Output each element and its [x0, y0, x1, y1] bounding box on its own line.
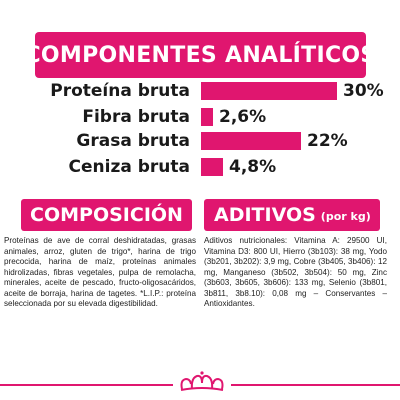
analytic-bar: [201, 158, 223, 176]
composition-title: COMPOSICIÓN: [30, 204, 183, 226]
analytic-label: Ceniza bruta: [68, 157, 190, 177]
footer-divider-right: [231, 384, 400, 386]
analytic-value: 4,8%: [229, 157, 277, 177]
analytics-banner: [24, 32, 377, 78]
analytic-row-fat: [0, 128, 400, 154]
analytic-bar: [201, 108, 213, 126]
analytics-title: COMPONENTES ANALÍTICOS: [24, 42, 377, 68]
analytic-row-ash: [0, 154, 400, 180]
analytic-label: Proteína bruta: [50, 81, 190, 101]
additives-title: ADITIVOS: [214, 204, 316, 226]
analytic-value: 2,6%: [219, 107, 267, 127]
analytic-row-protein: [0, 78, 400, 104]
footer-divider-left: [0, 384, 173, 386]
analytic-label: Grasa bruta: [76, 131, 190, 151]
composition-text: Proteínas de ave de corral deshidratadas, grasas animales, arroz, gluten de trigo*, harina de trigo precocida, harina de maíz, proteínas animales hidrolizadas, fibras vegetales, pulpa de remolacha, minerales, aceite de pescado, fructo-oligosacáridos, aceite de borraja, harina de tagetes. *L.I.P.: proteína seleccionada por su elevada digestibilidad.: [4, 236, 196, 308]
composition-banner: [21, 199, 192, 231]
additives-subtitle: (por kg): [320, 210, 371, 223]
analytic-value: 30%: [343, 81, 384, 101]
analytic-bar: [201, 132, 301, 150]
additives-banner: [204, 199, 380, 231]
crown-logo-icon: [174, 370, 230, 394]
additives-text: Aditivos nutricionales: Vitamina A: 29500 UI, Vitamina D3: 800 UI, Hierro (3b103): 38 mg, Yodo (3b201, 3b202): 3,9 mg, Cobre (3b405, 3b406): 12 mg, Manganeso (3b502, 3b504): 50 mg, Zinc (3b603, 3b605, 3b606): 133 mg, Selenio (3b801, 3b811, 3b8.10): 0,08 mg – Conservantes – Antioxidantes.: [204, 236, 387, 308]
analytic-label: Fibra bruta: [82, 107, 190, 127]
analytic-bar: [201, 82, 337, 100]
analytic-value: 22%: [307, 131, 348, 151]
analytic-row-fiber: [0, 104, 400, 130]
